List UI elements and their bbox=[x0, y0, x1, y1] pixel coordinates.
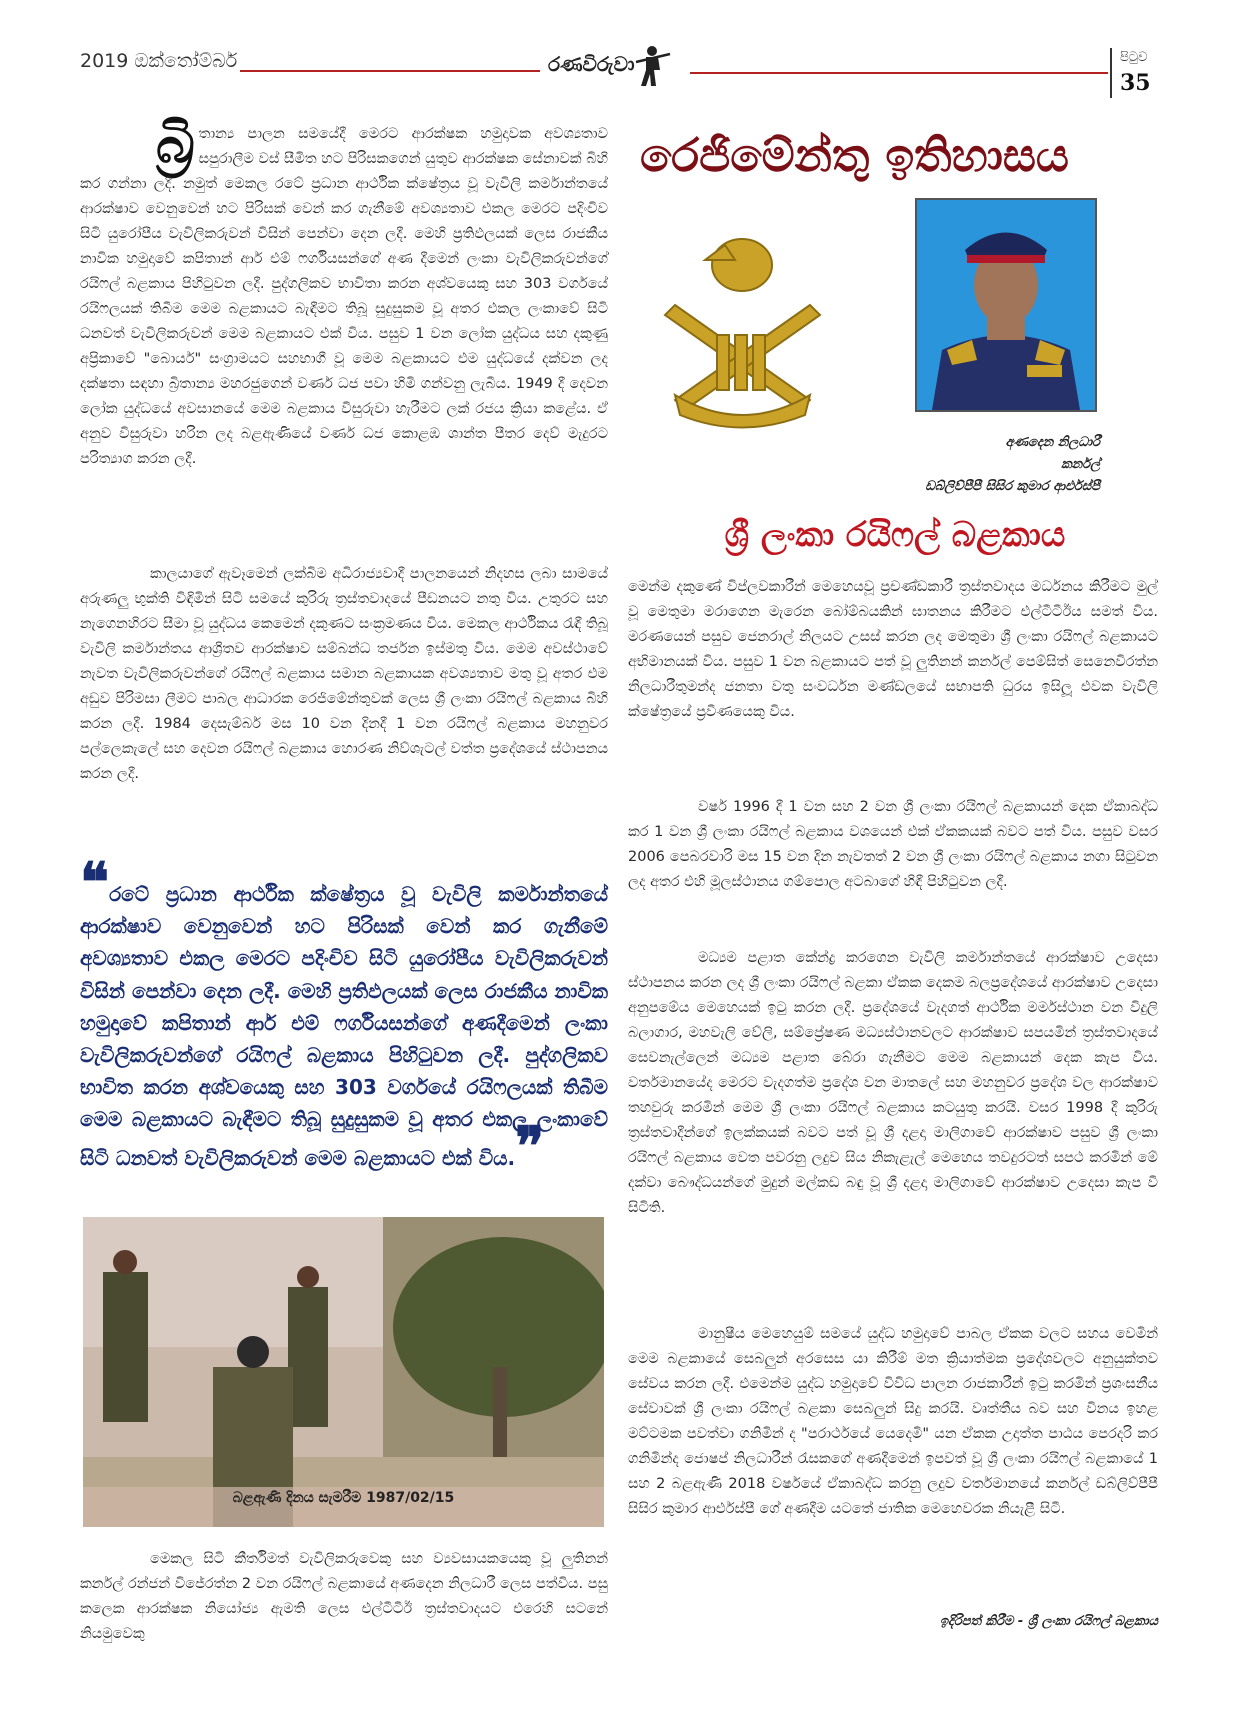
paragraph-text: මෙකල සිටි කීර්තිමත් වැවිලිකරුවෙකු සහ ව්‍යවසායකයෙකු වූ ලුතිනන් කර්නල් රන්ජන් විජේරත්න 2 වන රයිෆල් බළකායේ අණදෙන නිලධාරී ලෙස පත්විය. පසු කලෙක ආරක්ෂක නියෝජ්‍ය ඇමති ලෙස එල්ටීටීඊ ත්‍රස්තවාදයට එරෙහි සටනේ නියමුවෙකු bbox=[80, 1551, 608, 1642]
right-paragraph-4 bbox=[628, 1322, 1158, 1522]
drop-cap: බ්‍රි bbox=[156, 111, 195, 175]
article-subtitle: ශ්‍රී ලංකා රයිෆල් බළකාය bbox=[724, 515, 1066, 555]
paragraph-text: මානුෂීය මෙහෙයුම් සමයේ යුද්ධ හමුදාවේ පාබල ඒකක වලට සහය වෙමින් මෙම බළකායේ සෙබලුන් අරසෙස යා කිරීම් මත ක්‍රියාත්මක ප්‍රදේශවලට අනුයුක්තව සේවය කරන ලදී. එමෙන්ම යුද්ධ හමුදාවේ විවිධ පාලන රාජකාරීන් ඉටු කරමින් ප්‍රශංසනීය සේවාවක් ශ්‍රී ලංකා රයිෆල් බළකා සෙබලුන් සිදු කරයි. වෘත්තීය බව සහ විනය ඉහළ මට්ටමක පවත්වා ගනිමින් ද "පරාර්ථයේ යෙදෙමි" යන ඒකක උදාත්ත පාඨය පෙරදරි කර ගනිමින්ද ජොෂප් නිලධාරීන් රැසකගේ අණදීමෙන් ඉපවත් වූ ශ්‍රී ලංකා රයිෆල් බළකායේ 1 සහ 2 බළඇණි 2018 වර්ෂයේ ඒකාබද්ධ කරනු ලදුව වර්තමානයේ කර්නල් ඩබ්ලිව්පීපී සිසිර කුමාර ආර්එස්පී ගේ අණදීම යටතේ ජාතික මෙහෙවරක නියැළී සිටී. bbox=[628, 1326, 1158, 1517]
open-quote-icon: ❝ bbox=[80, 850, 110, 914]
page-label: පිටුව bbox=[1120, 50, 1148, 65]
paragraph-text: මධ්‍යම පළාත කේන්ද්‍ර කරගෙන වැවිලි කර්මාන්තයේ ආරක්ෂාව උදෙසා ස්ථාපනය කරන ලද ශ්‍රී ලංකා රයිෆල් බළකා ඒකක දෙකම බලප්‍රදේශයේ ආරක්ෂාව උදෙසා අනුපමේය මෙහෙයක් ඉටු කරන ලදී. ප්‍රදේශයේ වැදගත් ආර්ථික මර්මස්ථාන වන විදුලි බලාගාර, මහවැලි වේලි, සම්ප්‍රේෂණ මධ්‍යස්ථානවලට ආරක්ෂාව සපයමින් ත්‍රස්තවාදයේ සෙවනැල්ලෙන් මධ්‍යම පළාත බේරා ගැනීමට මෙම බළකායන් දෙක කැප විය. වර්තමානයේද මෙරට වැදගත්ම ප්‍රදේශ වන මාතලේ සහ මහනුවර ප්‍රදේශ වල ආරක්ෂාව තහවුරු කරමින් මෙම ශ්‍රී ලංකා රයිෆල් බළකාය කටයුතු කරයි. වසර 1998 දී කුරිරු ත්‍රස්තවාදීන්ගේ ඉලක්කයක් බවට පත් වූ ශ්‍රී දළදා මාලිගාවේ ආරක්ෂාව පසුව ශ්‍රී ලංකා රයිෆල් බළකාය වෙත පවරනු ලදුව සිය නිකැළැල් මෙහෙය තවදුරටත් සපථ කරමින් මේ දක්වා බෞද්ධයන්ගේ මුදුන් මල්කඩ බඳු වූ ශ්‍රී දළදා මාලිගාවේ ආරක්ෂාව උදෙසා කැප වී සිටිති. bbox=[628, 950, 1158, 1216]
magazine-logo: රණවිරුවා bbox=[548, 52, 635, 76]
caption-name: ඩබ්ලිව්පීපී සිසිර කුමාර ආර්එස්පී bbox=[925, 479, 1100, 494]
regiment-crest-icon bbox=[645, 225, 840, 435]
pull-quote bbox=[80, 850, 609, 1178]
ceremony-photo bbox=[83, 1217, 604, 1527]
right-paragraph-3 bbox=[628, 946, 1158, 1221]
page-number: 35 bbox=[1120, 70, 1151, 96]
intro-paragraph bbox=[80, 111, 608, 472]
article-title: රෙජිමේන්තු ඉතිහාසය bbox=[640, 128, 1070, 182]
paragraph-text: තාන්‍ය පාලන සමයේදී මෙරට ආරක්ෂක හමුදාවක අවශ්‍යතාව සපුරාලීම වස් සීමිත හට පිරිසකගෙන් යුතුව ආරක්ෂක සේනාවක් බිහි කර ගන්නා ලදී. නමුත් මෙකල රටේ ප්‍රධාන ආර්ථික ක්ෂේත්‍රය වූ වැවිලි කර්මාන්තයේ ආරක්ෂාව වෙනුවෙන් හට පිරිසක් වෙන් කර ගැනීමේ අවශ්‍යතාව එකල මෙරට පදිංචිව සිටි යුරෝපීය වැවිලිකරුවන් විසින් පෙන්වා දෙන ලදී. මෙහි ප්‍රතිඵලයක් ලෙස රාජකීය නාවික හමුදාවේ කපිතාන් ආර් එම් ෆර්ගියසන්ගේ අණ දීමෙන් ලංකා වැවිලිකරුවන්ගේ රයිෆල් බළකාය පිහිටුවන ලදී. පුද්ගලිකව භාවිතා කරන අශ්වයෙකු සහ 303 වර්ගයේ රයිෆලයක් තිබීම මෙම බළකායට බැඳීමට තිබූ සුදුසුකම වූ අතර එකල ලංකාවේ සිටි ධනවත් වැවිලිකරුවන් මෙම බළකායට එක් විය. පසුව 1 වන ලෝක යුද්ධය සහ දකුණු අප්‍රිකාවේ "බොයර්" සංග්‍රාමයට සහභාගී වූ මෙම බළකායට එම යුද්ධයේ දක්වන ලද දක්ෂතා සඳහා බ්‍රිතාන්‍ය මහරජුගෙන් වර්ණ ධජ පවා හිමි ගන්වනු ලැබීය. 1949 දී දෙවන ලෝක යුද්ධයේ අවසානයේ මෙම බළකාය විසුරුවා හැරීමට ලක් රජය ක්‍රියා කළේය. ඒ අනුව විසුරුවා හරින ලද බළඇණියේ වර්ණ ධජ කොළඹ ශාන්ත පීතර දෙව් මැදුරට පරිත්‍යාග කරන ලදී. bbox=[80, 126, 608, 467]
paragraph-text: කාලයාගේ ඇවෑමෙන් ලක්බිම අධිරාජ්‍යවාදී පාලනයෙන් නිදහස ලබා සාමයේ අරුණලු භුක්ති විඳිමින් සිටි සමයේ කුරිරු ත්‍රස්තවාදයේ පීඩනයට නතු විය. උතුරට සහ නැගෙනහිරට සීමා වූ යුද්ධය කෙමෙන් දකුණට සංක්‍රමණය විය. මෙකල ආර්ථිකය රැඳී තිබූ වැවිලි කර්මාන්තය ආශ්‍රිතව ආරක්ෂාව සම්බන්ධ තර්ජන ඉස්මතු විය. මෙම අවස්ථාවේ නැවත වැවිලිකරුවන්ගේ රයිෆල් බළකාය සමාන බළකායක අවශ්‍යතාව මතු වූ අතර එම අඩුව පිරිමසා ලීමට පාබල ආධාරක රෙජිමේන්තුවක් ලෙස ශ්‍රී ලංකා රයිෆල් බළකාය බිහි කරන ලදී. 1984 දෙසැම්බර් මස 10 වන දිනදී 1 වන රයිෆල් බළකාය මහනුවර පල්ලෙකැලේ සහ දෙවන රයිෆල් බළකාය හොරණ නිව්ශැටල් වත්ත ප්‍රදේශයේ ස්ථාපනය කරන ලදී. bbox=[80, 566, 608, 782]
ceremony-photo-illustration bbox=[83, 1217, 604, 1527]
article-credit: ඉදිරිපත් කිරීම - ශ්‍රී ලංකා රයිෆල් බළකාය bbox=[939, 1614, 1158, 1629]
header-rule-right bbox=[690, 72, 1108, 74]
soldier-icon bbox=[632, 44, 672, 88]
caption-rank: කර්නල් bbox=[1061, 457, 1100, 472]
caption-role: අණදෙන නිලධාරී bbox=[1005, 435, 1100, 450]
commander-portrait bbox=[915, 198, 1097, 412]
paragraph-text: මෙන්ම දකුණේ විප්ලවකාරීන් මෙහෙයවූ ප්‍රචණ්ඩකාරී ත්‍රස්තවාදය මර්ධනය කිරීමට මුල් වූ මෙතුමා මරාගෙන මැරෙන බෝම්බයකින් ඝාතනය කිරීමට එල්ටීටීඊය සමත් විය. මරණයෙන් පසුව ජෙනරාල් නිලයට උසස් කරන ලද මෙතුමා ශ්‍රී ලංකා රයිෆල් බළකායට අභිමානයක් විය. පසුව 1 වන බළකායට පත් වූ ලුතිනන් කර්නල් පෙම්සිත් සෙනෙවිරත්න නිලධාරීතුමන්ද ජනතා වතු සංවර්ධන මණ්ඩලයේ සභාපති ධුරය ඉසිලූ එවක වැවිලි ක්ෂේත්‍රයේ ප්‍රවීණයෙකු විය. bbox=[628, 579, 1158, 720]
history-paragraph bbox=[80, 562, 608, 787]
header-rule-left bbox=[240, 70, 540, 72]
photo-caption: බළඇණි දිනය සැමරීම 1987/02/15 bbox=[232, 1490, 455, 1506]
header-divider bbox=[1110, 48, 1112, 98]
right-paragraph-1 bbox=[628, 575, 1158, 725]
close-quote-icon: ❞ bbox=[515, 1113, 545, 1178]
pull-quote-text: රටේ ප්‍රධාන ආර්ථික ක්ෂේත්‍රය වූ වැවිලි කර්මාන්තයේ ආරක්ෂාව වෙනුවෙන් හට පිරිසක් වෙන් කර ගැනීමේ අවශ්‍යතාව එකල මෙරට පදිංචිව සිටි යුරෝපීය වැවිලිකරුවන් විසින් පෙන්වා දෙන ලදී. මෙහි ප්‍රතිඵලයක් ලෙස රාජකීය නාවික හමුදාවේ කපිතාන් ආර් එම් ෆර්ගියසන්ගේ අණදීමෙන් ලංකා වැවිලිකරුවන්ගේ රයිෆල් බළකාය පිහිටුවන ලදී. පුද්ගලිකව භාවිත කරන අශ්වයෙකු සහ 303 වර්ගයේ රයිෆලයක් තිබීම මෙම බළකායට බැඳීමට තිබූ සුදුසුකම වූ අතර එකල ලංකාවේ සිටි ධනවත් වැවිලිකරුවන් මෙම බළකායට එක් විය. bbox=[80, 882, 609, 1170]
paragraph-text: වර්ෂ 1996 දී 1 වන සහ 2 වන ශ්‍රී ලංකා රයිෆල් බළකායන් දෙක ඒකාබද්ධ කර 1 වන ශ්‍රී ලංකා රයිෆල් බළකාය වශයෙන් එක් ඒකකයක් බවට පත් විය. පසුව වසර 2006 පෙබරවාරි මස 15 වන දින නැවතත් 2 වන ශ්‍රී ලංකා රයිෆල් බළකාය නගා සිටුවන ලද අතර එහි මූලස්ථානය ගම්පොල අටබාගේ හිඳී පිහිටුවන ලදී. bbox=[628, 799, 1158, 890]
commander-paragraph bbox=[80, 1547, 608, 1647]
right-paragraph-2 bbox=[628, 795, 1158, 895]
commander-portrait-illustration bbox=[917, 200, 1095, 410]
issue-date: 2019 ඔක්තෝම්බර් bbox=[80, 50, 238, 72]
portrait-caption bbox=[880, 432, 1100, 498]
